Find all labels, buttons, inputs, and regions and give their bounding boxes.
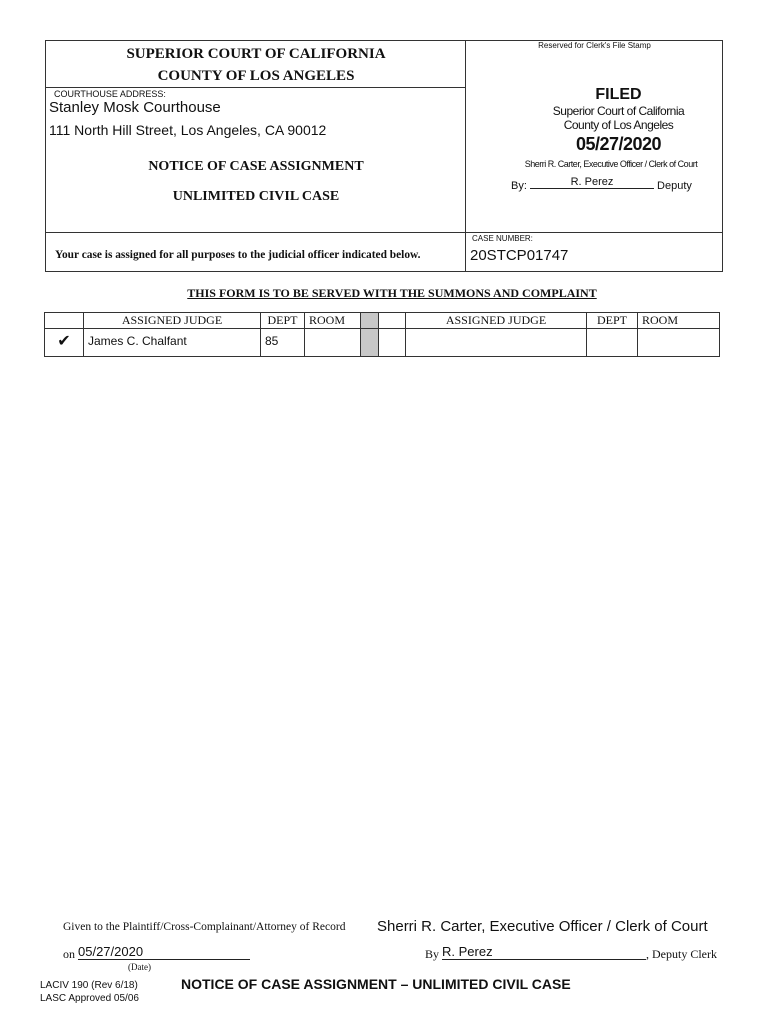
courthouse-address: 111 North Hill Street, Los Angeles, CA 90012: [49, 122, 327, 138]
form-approved: LASC Approved 05/06: [40, 993, 139, 1004]
stamp-officer: Sherri R. Carter, Executive Officer / Clerk of Court: [524, 159, 698, 169]
courthouse-name: Stanley Mosk Courthouse: [49, 99, 221, 116]
case-number: 20STCP01747: [470, 247, 569, 264]
table-row: [45, 329, 720, 357]
deputy-clerk-label: , Deputy Clerk: [646, 947, 718, 961]
on-label: on: [63, 947, 75, 961]
room-header: ROOM: [305, 313, 361, 329]
deputy-name: R. Perez: [442, 944, 646, 960]
date-caption: (Date): [128, 962, 151, 972]
room-number-right: [638, 329, 720, 357]
courthouse-address-label: COURTHOUSE ADDRESS:: [54, 89, 166, 99]
deputy-clerk-line: [425, 946, 717, 962]
dept-number: 85: [261, 329, 305, 357]
room-header-right: ROOM: [638, 313, 720, 329]
stamp-by-line: [511, 176, 692, 193]
table-separator-row: [361, 329, 379, 357]
table-separator: [361, 313, 379, 329]
form-title: NOTICE OF CASE ASSIGNMENT – UNLIMITED CIVIL CASE: [181, 976, 571, 992]
check-header-cell: [45, 313, 84, 329]
stamp-by-name: R. Perez: [530, 176, 654, 189]
clerk-of-court: Sherri R. Carter, Executive Officer / Clerk of Court: [377, 918, 708, 935]
served-date-line: [63, 946, 250, 962]
dept-header-right: DEPT: [587, 313, 638, 329]
dept-number-right: [587, 329, 638, 357]
form-id: LACIV 190 (Rev 6/18): [40, 980, 138, 991]
statement-divider: [46, 232, 466, 233]
address-divider: [46, 87, 466, 88]
notice-title: NOTICE OF CASE ASSIGNMENT: [148, 159, 364, 174]
county-name: COUNTY OF LOS ANGELES: [157, 68, 355, 84]
assigned-checkmark: ✔: [45, 329, 84, 357]
header-box: [45, 40, 723, 272]
stamp-deputy-label: Deputy: [657, 180, 692, 192]
by-label: By: [425, 947, 440, 961]
reserved-stamp-label: Reserved for Clerk's File Stamp: [538, 41, 651, 50]
case-number-label: CASE NUMBER:: [472, 234, 533, 243]
stamp-date: 05/27/2020: [575, 134, 662, 154]
judge-header-right: ASSIGNED JUDGE: [406, 313, 587, 329]
judge-header: ASSIGNED JUDGE: [84, 313, 261, 329]
stamp-by-label: By:: [511, 180, 527, 192]
court-name: SUPERIOR COURT OF CALIFORNIA: [126, 46, 386, 62]
notice-subtitle: UNLIMITED CIVIL CASE: [172, 189, 340, 204]
serve-notice: THIS FORM IS TO BE SERVED WITH THE SUMMONS AND COMPLAINT: [187, 286, 597, 300]
case-number-divider: [466, 232, 723, 233]
check-header-cell-right: [379, 313, 406, 329]
given-to-statement: Given to the Plaintiff/Cross-Complainant/Attorney of Record: [63, 921, 346, 933]
judge-table-header: [45, 313, 720, 329]
filed-stamp: FILED: [595, 86, 642, 103]
served-date: 05/27/2020: [78, 944, 250, 960]
dept-header: DEPT: [261, 313, 305, 329]
judge-name-right: [406, 329, 587, 357]
stamp-county: County of Los Angeles: [563, 118, 674, 132]
judge-name: James C. Chalfant: [84, 329, 261, 357]
assignment-statement: Your case is assigned for all purposes to the judicial officer indicated below.: [55, 249, 421, 261]
stamp-court: Superior Court of California: [552, 104, 685, 118]
judge-table: [44, 312, 720, 357]
room-number: [305, 329, 361, 357]
check-cell-right: [379, 329, 406, 357]
